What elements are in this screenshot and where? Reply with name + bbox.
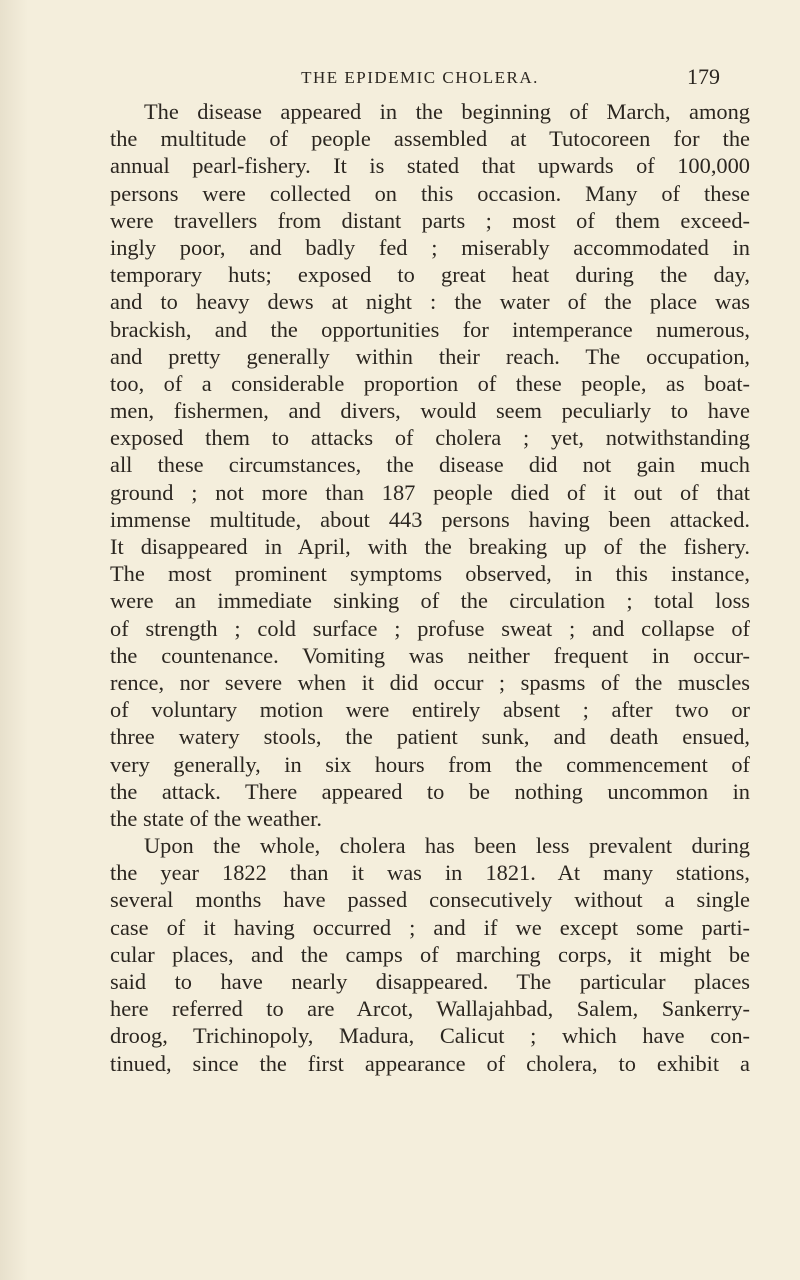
text-line: immense multitude, about 443 persons having been attacked.: [110, 506, 750, 532]
text-line: were an immediate sinking of the circulation ; total loss: [110, 588, 750, 614]
text-line: cular places, and the camps of marching corps, it might be: [110, 941, 750, 967]
text-line: annual pearl-fishery. It is stated that upwards of 100,000: [110, 153, 750, 179]
text-line: exposed them to attacks of cholera ; yet, notwithstanding: [110, 425, 750, 451]
text-line: droog, Trichinopoly, Madura, Calicut ; which have con-: [110, 1023, 750, 1049]
text-line: here referred to are Arcot, Wallajahbad, Salem, Sankerry-: [110, 996, 750, 1022]
text-line: Upon the whole, cholera has been less prevalent during: [144, 833, 750, 859]
running-title: THE EPIDEMIC CHOLERA.: [301, 68, 539, 87]
text-line: ingly poor, and badly fed ; miserably accommodated in: [110, 234, 750, 260]
text-line: very generally, in six hours from the commencement of: [110, 751, 750, 777]
text-line: The disease appeared in the beginning of March, among: [144, 99, 750, 124]
text-line: temporary huts; exposed to great heat during the day,: [110, 262, 750, 288]
page-number: 179: [687, 64, 720, 89]
text-line: persons were collected on this occasion. Many of these: [110, 180, 750, 206]
text-line: and pretty generally within their reach. The occupation,: [110, 343, 750, 369]
text-line: too, of a considerable proportion of these people, as boat-: [110, 370, 750, 396]
text-line: all these circumstances, the disease did not gain much: [110, 452, 750, 478]
text-line: rence, nor severe when it did occur ; spasms of the muscles: [110, 669, 750, 695]
text-line: said to have nearly disappeared. The particular places: [110, 969, 750, 994]
text-line: of strength ; cold surface ; profuse sweat ; and collapse of: [110, 615, 750, 641]
text-line: the attack. There appeared to be nothing uncommon in: [110, 778, 750, 804]
text-line: case of it having occurred ; and if we except some parti-: [110, 914, 750, 940]
body-text: [110, 98, 750, 1077]
text-line: the year 1822 than it was in 1821. At many stations,: [110, 860, 750, 886]
text-line: and to heavy dews at night : the water of the place was: [110, 289, 750, 315]
text-line: the state of the weather.: [110, 805, 322, 831]
page-header: [120, 64, 720, 94]
text-line: The most prominent symptoms observed, in this instance,: [110, 561, 750, 587]
text-line: brackish, and the opportunities for intemperance numerous,: [110, 316, 750, 342]
text-line: It disappeared in April, with the breaking up of the fishery.: [110, 534, 750, 559]
text-line: of voluntary motion were entirely absent ; after two or: [110, 697, 750, 723]
text-line: tinued, since the first appearance of cholera, to exhibit a: [110, 1050, 750, 1076]
text-line: ground ; not more than 187 people died of it out of that: [110, 479, 750, 505]
text-line: were travellers from distant parts ; most of them exceed-: [110, 207, 750, 233]
text-line: the multitude of people assembled at Tutocoreen for the: [110, 126, 750, 152]
text-line: men, fishermen, and divers, would seem peculiarly to have: [110, 398, 750, 424]
text-line: several months have passed consecutively without a single: [110, 887, 750, 913]
text-line: the countenance. Vomiting was neither frequent in occur-: [110, 642, 750, 668]
text-line: three watery stools, the patient sunk, and death ensued,: [110, 724, 750, 750]
